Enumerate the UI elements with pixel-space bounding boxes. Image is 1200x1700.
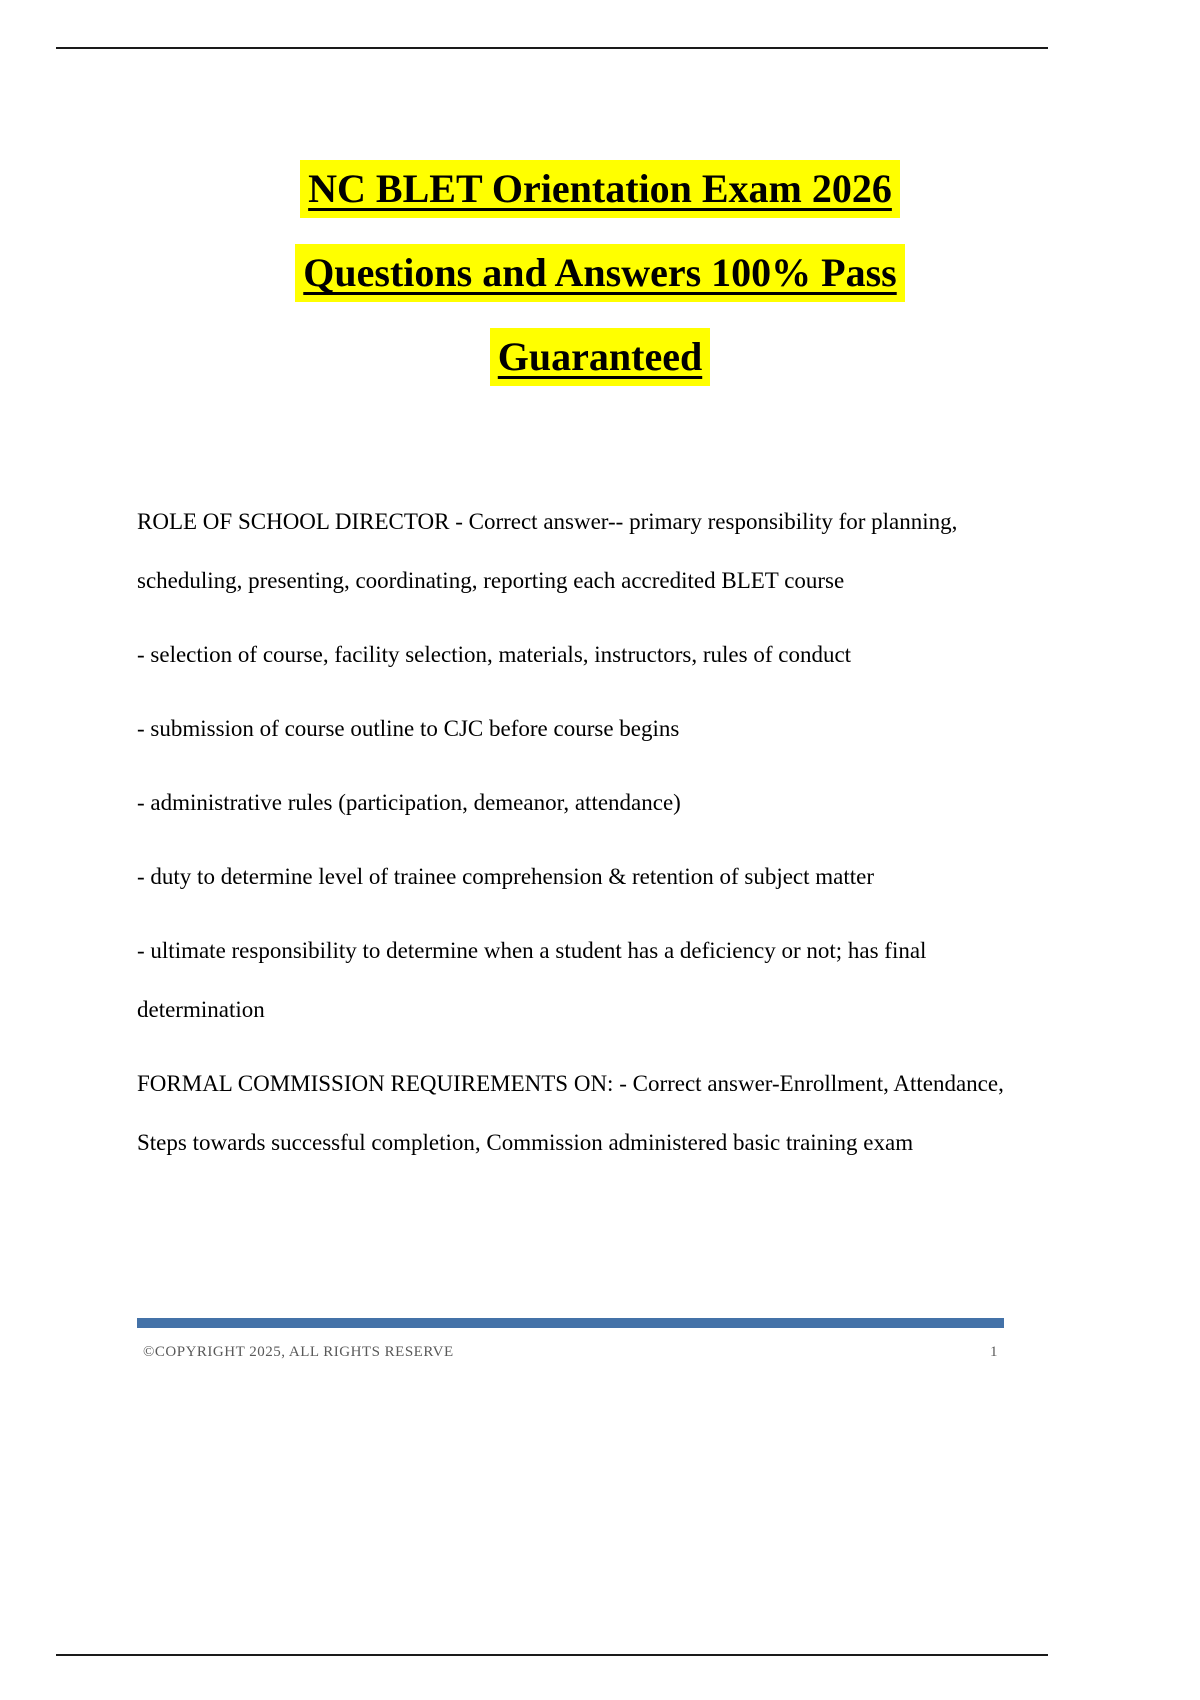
- title-line-2-text: Questions and Answers 100% Pass: [295, 244, 904, 302]
- page-footer: [143, 1344, 998, 1361]
- footer-accent-bar: [137, 1318, 1004, 1328]
- title-line-1: [0, 160, 1200, 218]
- paragraph: - administrative rules (participation, demeanor, attendance): [137, 790, 681, 815]
- document-title: [0, 160, 1200, 412]
- paragraph: - duty to determine level of trainee comprehension & retention of subject matter: [137, 864, 875, 889]
- title-line-3: [0, 328, 1200, 386]
- page-number: 1: [990, 1344, 998, 1360]
- paragraph: - selection of course, facility selection, materials, instructors, rules of conduct: [137, 642, 852, 667]
- paragraph: FORMAL COMMISSION REQUIREMENTS ON: - Correct answer-Enrollment, Attendance, Steps towards successful completion, Commission administered basic training exam: [137, 1071, 1004, 1155]
- copyright-text: ©COPYRIGHT 2025, ALL RIGHTS RESERVE: [143, 1344, 454, 1360]
- title-line-3-text: Guaranteed: [490, 328, 710, 386]
- title-line-2: [0, 244, 1200, 302]
- top-rule: [56, 47, 1048, 49]
- paragraph: - submission of course outline to CJC before course begins: [137, 716, 680, 741]
- document-body: [137, 492, 1005, 1187]
- bottom-rule: [56, 1654, 1048, 1656]
- paragraph: - ultimate responsibility to determine when a student has a deficiency or not; has final determination: [137, 938, 927, 1022]
- title-line-1-text: NC BLET Orientation Exam 2026: [300, 160, 900, 218]
- paragraph: ROLE OF SCHOOL DIRECTOR - Correct answer-- primary responsibility for planning, scheduling, presenting, coordinating, reporting each accredited BLET course: [137, 509, 958, 593]
